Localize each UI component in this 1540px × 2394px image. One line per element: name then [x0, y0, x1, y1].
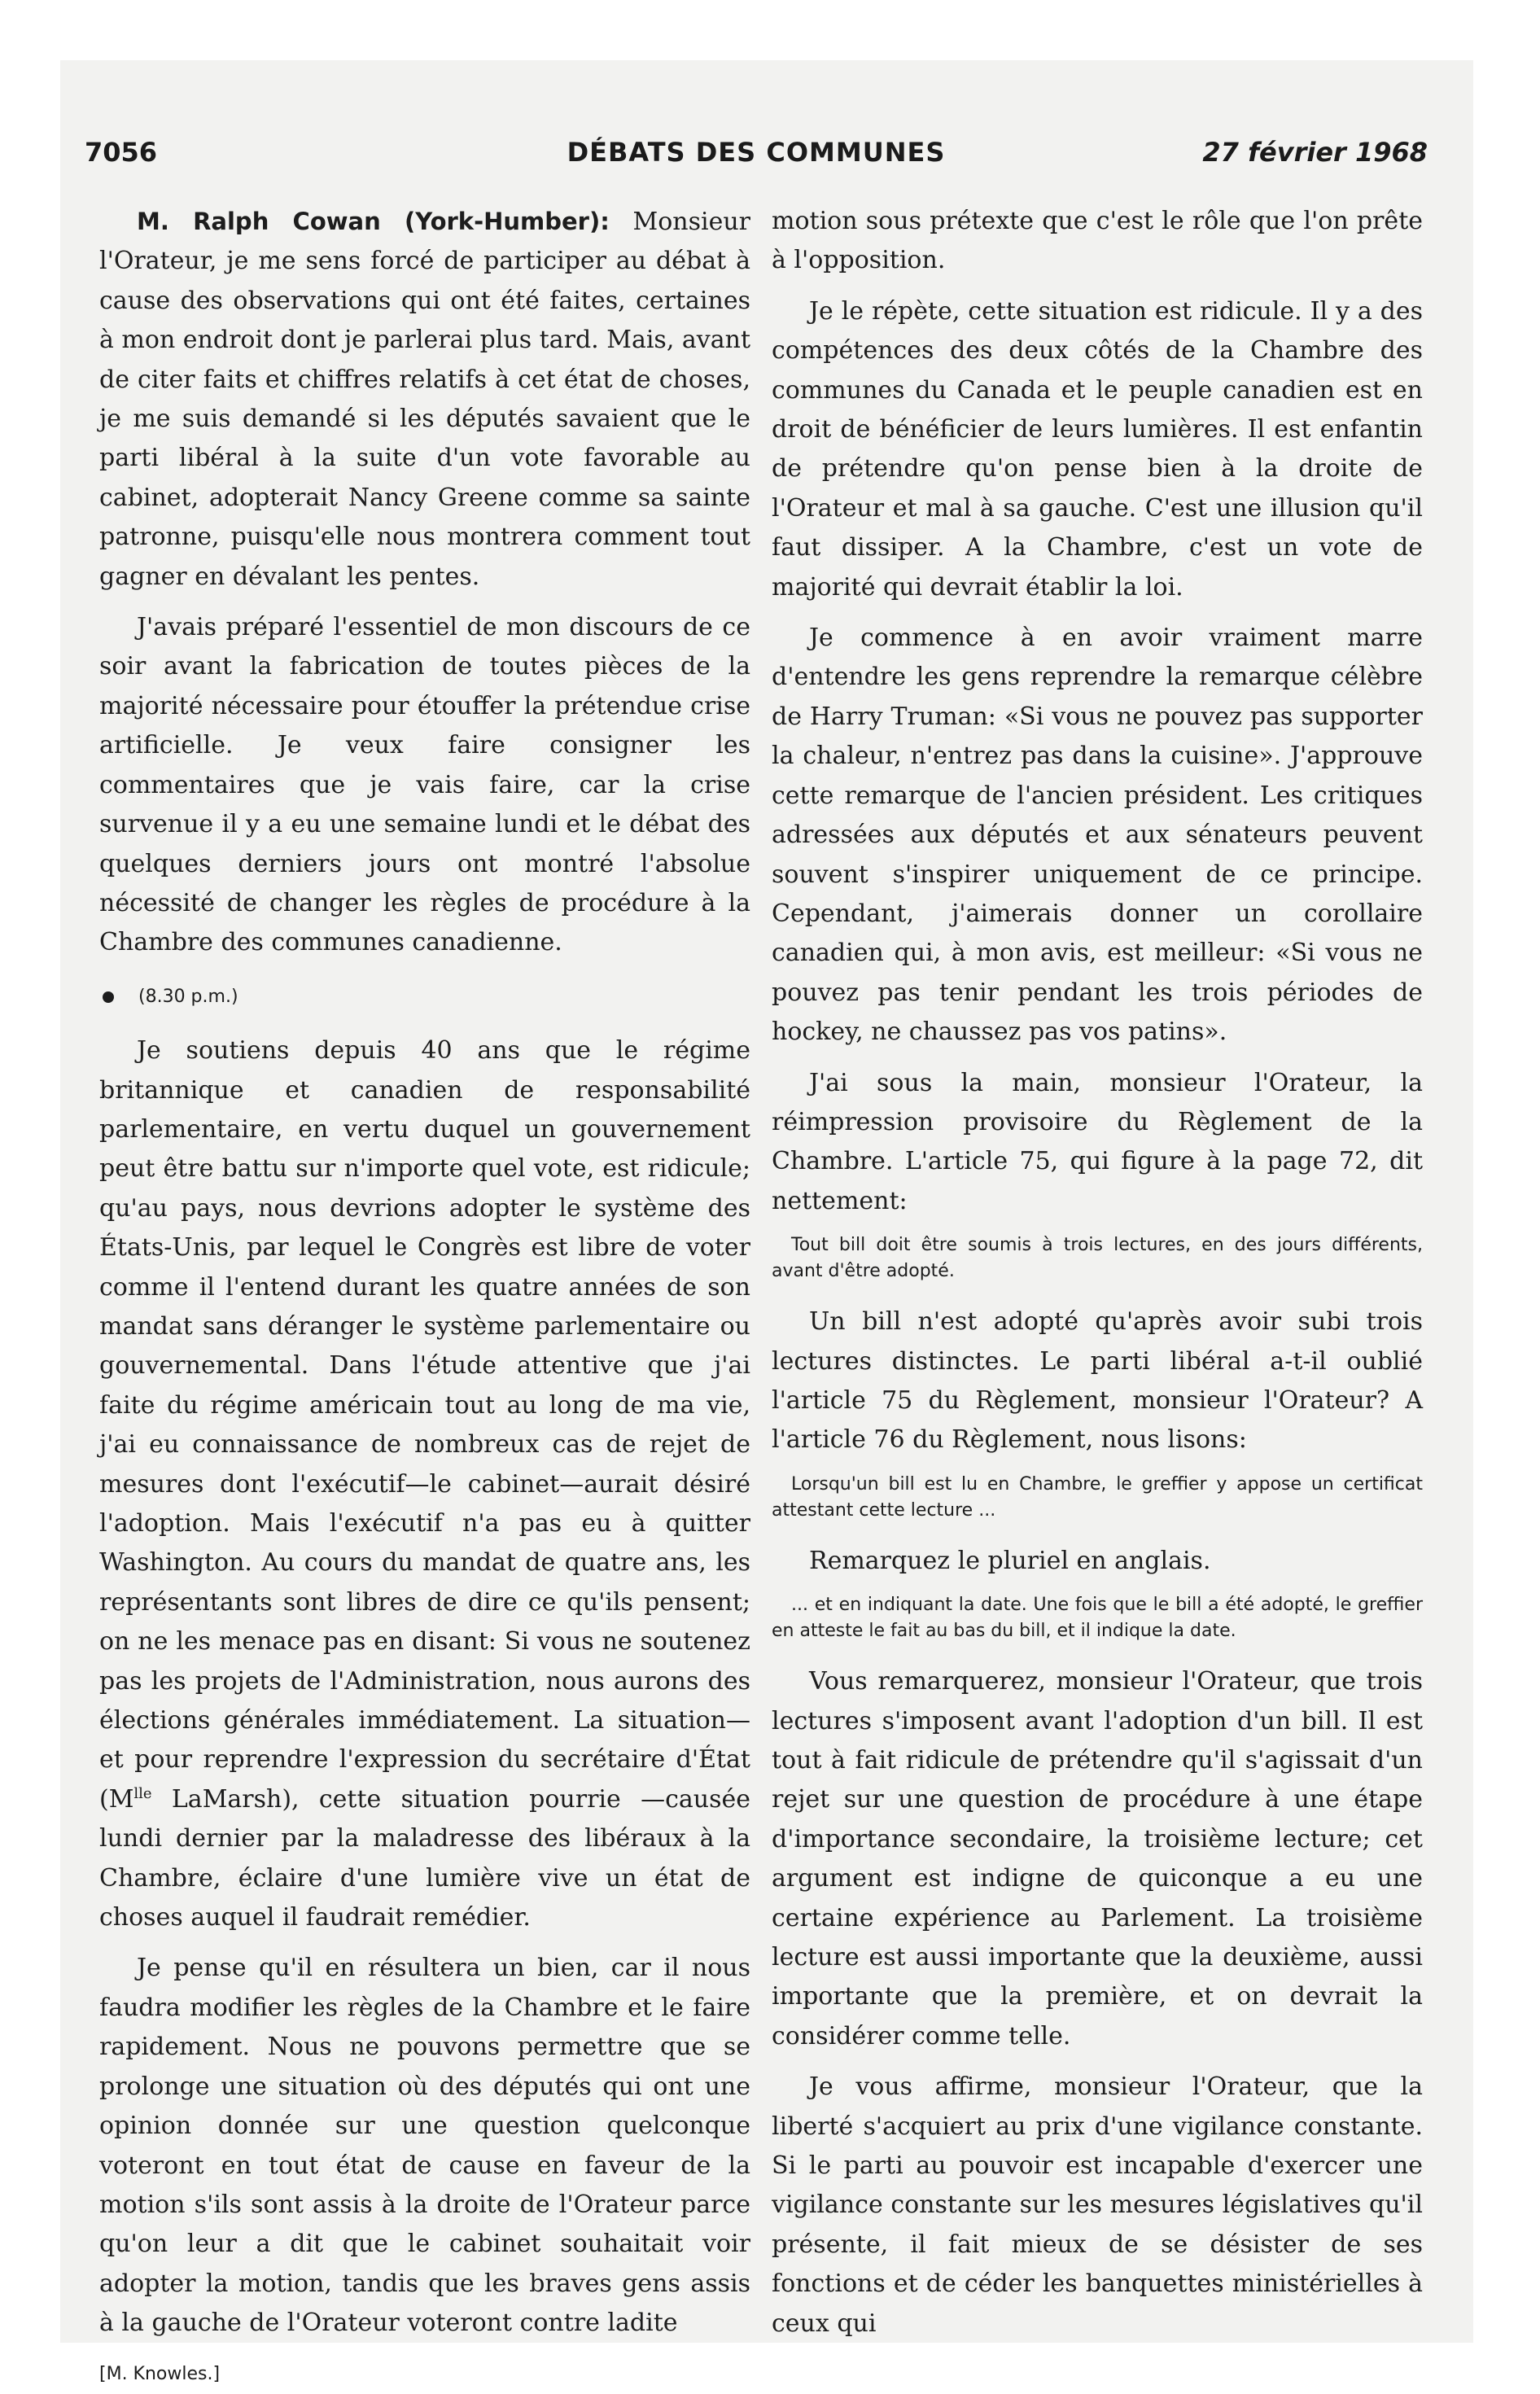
paragraph: Je pense qu'il en résultera un bien, car il nous faudra modifier les règles de la Chambre et le faire rapidement. Nous ne pouvons permettre que se prolonge une situation où des députés qui ont une opinion donnée sur une question quelconque voteront en tout état de cause en faveur de la motion s'ils sont assis à la droite de l'Orateur parce qu'on leur a dit que le cabinet souhaitait voir adopter la motion, tandis que les braves gens assis à la gauche de l'Orateur voteront contre ladite: [99, 1954, 750, 2338]
paragraph: motion sous prétexte que c'est le rôle que l'on prête à l'opposition.: [772, 207, 1423, 275]
paragraph: J'avais préparé l'essentiel de mon discours de ce soir avant la fabrication de toutes pièces de la majorité nécessaire pour étouffer la prétendue crise artificielle. Je veux faire consigner les commentaires que je vais faire, car la crise survenue il y a eu une semaine lundi et le débat des quelques derniers jours ont montré l'absolue nécessité de changer les règles de procédure à la Chambre des communes canadienne.: [99, 613, 750, 957]
footer-note: [M. Knowles.]: [99, 2363, 221, 2384]
quotation: Lorsqu'un bill est lu en Chambre, le greffier y appose un certificat attestant cette lecture ...: [772, 1473, 1423, 1521]
paragraph: J'ai sous la main, monsieur l'Orateur, la réimpression provisoire du Règlement de la Chambre. L'article 75, qui figure à la page 72, dit nettement:: [772, 1068, 1423, 1215]
right-column: [772, 202, 1423, 2338]
quotation: ... et en indiquant la date. Une fois que le bill a été adopté, le greffier en atteste le fait au bas du bill, et il indique la date.: [772, 1595, 1423, 1642]
paragraph: Je vous affirme, monsieur l'Orateur, que la liberté s'acquiert au prix d'une vigilance constante. Si le parti au pouvoir est incapable d'exercer une vigilance constante sur les mesures législatives qu'il présente, il fait mieux de se désister de ses fonctions et de céder les banquettes ministérielles à ceux qui: [772, 2072, 1423, 2338]
paragraph-text: Je soutiens depuis 40 ans que le régime britannique et canadien de responsabilité parlementaire, en vertu duquel un gouvernement peut être battu sur n'importe quel vote, est ridicule; qu'au pays, nous devrions adopter le système des États-Unis, par lequel le Congrès est libre de voter comme il l'entend durant les quatre années de son mandat sans déranger le système parlementaire ou gouvernemental. Dans l'étude attentive que j'ai faite du régime américain tout au long de ma vie, j'ai eu connaissance de nombreux cas de rejet de mesures dont l'exécutif—le cabinet—aurait désiré l'adoption. Mais l'exécutif n'a pas eu à quitter Washington. Au cours du mandat de quatre ans, les représentants sont libres de dire ce qu'ils pensent; on ne les menace pas en disant: Si vous ne soutenez pas les projets de l'Administration, nous aurons des élections générales immédiatement. La situation—et pour reprendre l'expression du secrétaire d'État (M: [99, 1036, 750, 1814]
superscript: lle: [133, 1784, 152, 1802]
paragraph: [99, 202, 750, 597]
paragraph-text: Monsieur l'Orateur, je me sens forcé de participer au débat à cause des observations qui ont été faites, certaines à mon endroit dont je parlerai plus tard. Mais, avant de citer faits et chiffres relatifs à cet état de choses, je me suis demandé si les députés savaient que le parti libéral à la suite d'un vote favorable au cabinet, adopterait Nancy Greene comme sa sainte patronne, puisqu'elle nous montrera comment tout gagner en dévalant les pentes.: [99, 208, 750, 591]
paragraph-text: LaMarsh), cette situation pourrie —causée lundi dernier par la maladresse des libéraux à la Chambre, éclaire d'une lumière vive un état de choses auquel il faudrait remédier.: [99, 1784, 750, 1932]
left-column: [99, 202, 750, 2384]
paragraph: Je le répète, cette situation est ridicule. Il y a des compétences des deux côtés de la Chambre des communes du Canada et le peuple canadien est en droit de bénéficier de leurs lumières. Il est enfantin de prétendre qu'on pense bien à la droite de l'Orateur et mal à sa gauche. C'est une illusion qu'il faut dissiper. A la Chambre, c'est un vote de majorité qui devrait établir la loi.: [772, 296, 1423, 602]
paragraph: Remarquez le pluriel en anglais.: [809, 1546, 1211, 1575]
bullet-icon: [103, 991, 114, 1003]
paragraph: Je commence à en avoir vraiment marre d'entendre les gens reprendre la remarque célèbre de Harry Truman: «Si vous ne pouvez pas supporter la chaleur, n'entrez pas dans la cuisine». J'approuve cette remarque de l'ancien président. Les critiques adressées aux députés et aux sénateurs peuvent souvent s'inspirer uniquement de ce principe. Cependant, j'aimerais donner un corollaire canadien qui, à mon avis, est meilleur: «Si vous ne pouvez pas tenir pendant les trois périodes de hockey, ne chaussez pas vos patins».: [772, 624, 1423, 1047]
timestamp-text: (8.30 p.m.): [138, 986, 238, 1007]
page-header: [85, 137, 1428, 177]
quotation: Tout bill doit être soumis à trois lectures, en des jours différents, avant d'être adopté.: [772, 1235, 1423, 1282]
paragraph: Vous remarquerez, monsieur l'Orateur, que trois lectures s'imposent avant l'adoption d'un bill. Il est tout à fait ridicule de prétendre qu'il s'agissait d'un rejet sur une question de procédure à une étape d'importance secondaire, la troisième lecture; cet argument est indigne de quiconque a eu une certaine expérience au Parlement. La troisième lecture est aussi importante que la deuxième, aussi importante que la première, et on devrait la considérer comme telle.: [772, 1667, 1423, 2050]
paragraph: Un bill n'est adopté qu'après avoir subi trois lectures distinctes. Le parti libéral a-t-il oublié l'article 75 du Règlement, monsieur l'Orateur? A l'article 76 du Règlement, nous lisons:: [772, 1307, 1423, 1455]
page-date: 27 février 1968: [1202, 137, 1428, 168]
timestamp: [99, 978, 750, 1017]
publication-title: DÉBATS DES COMMUNES: [567, 137, 946, 168]
speaker-name: M. Ralph Cowan (York-Humber):: [137, 208, 610, 235]
page-number: 7056: [85, 137, 158, 168]
paragraph: [99, 1031, 750, 1937]
